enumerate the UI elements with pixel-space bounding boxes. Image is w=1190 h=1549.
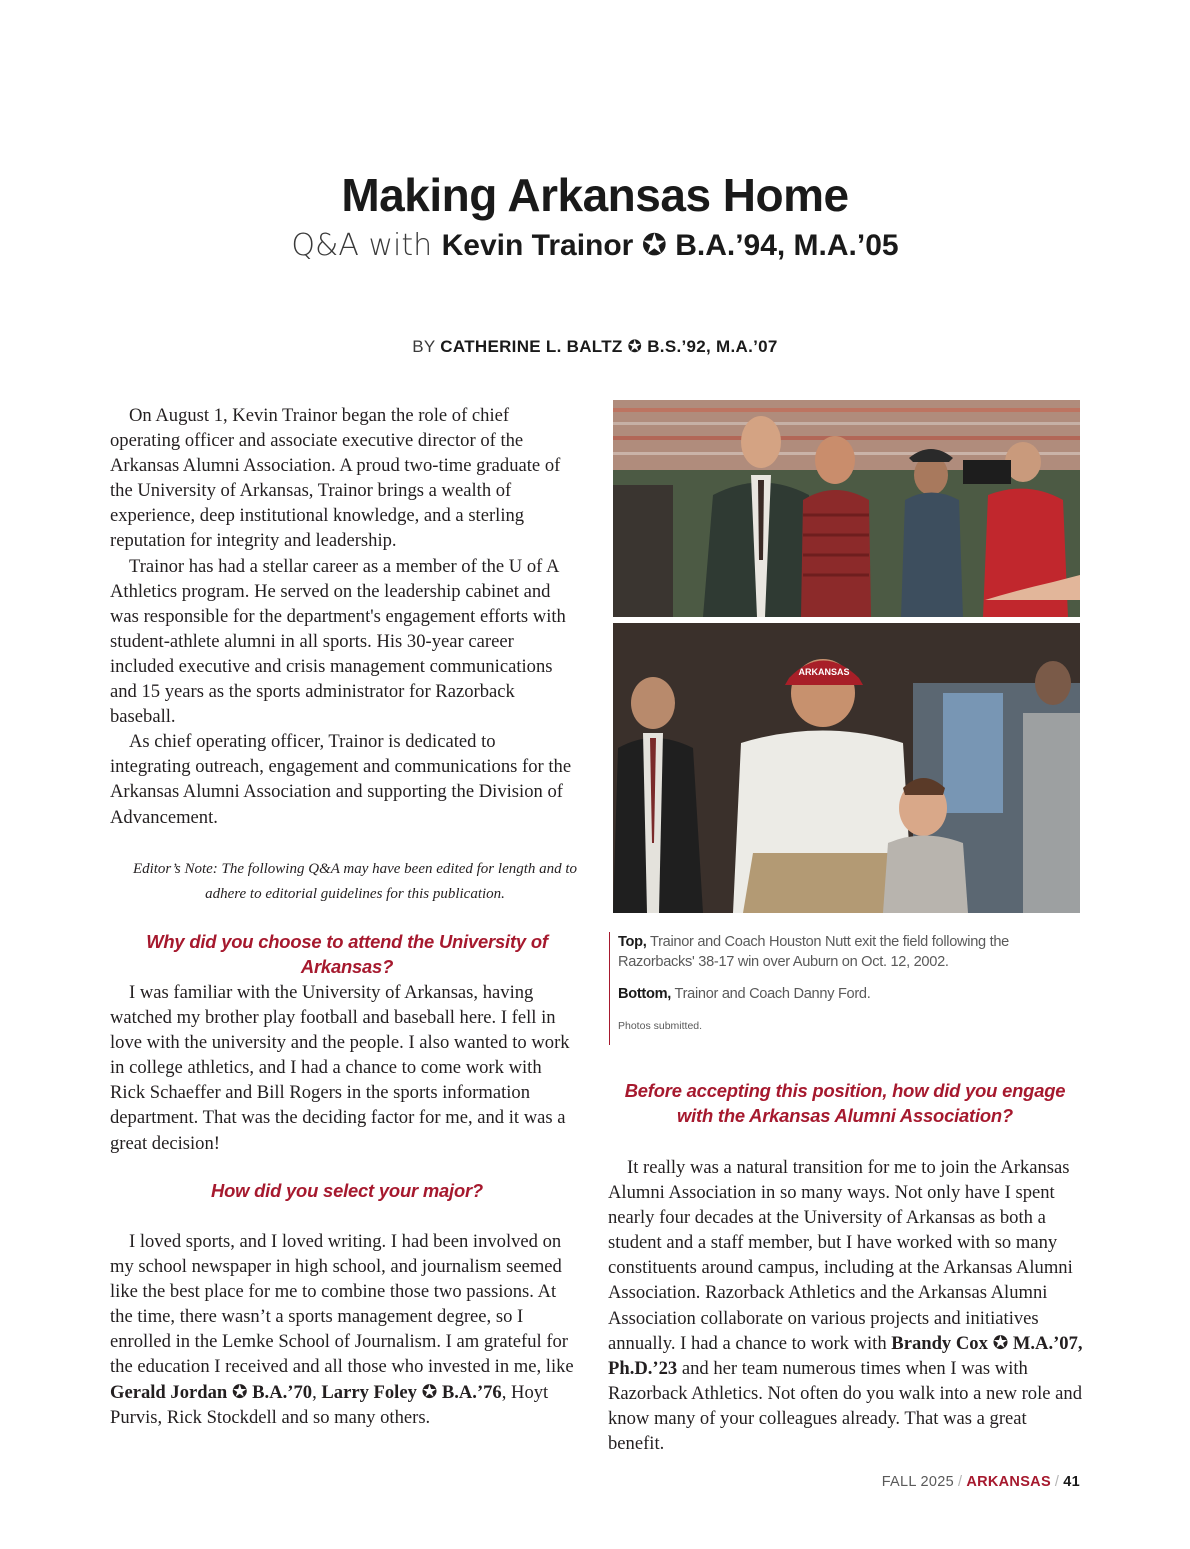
alumni-degree: B.A.’70	[252, 1381, 313, 1403]
footer-separator: /	[958, 1474, 963, 1490]
photo-top-illustration	[613, 400, 1080, 617]
caption-label: Top,	[618, 934, 647, 950]
answer-paragraph	[608, 1155, 1084, 1456]
hat-lettering: ARKANSAS	[798, 667, 850, 677]
byline-degrees: B.S.’92, M.A.’07	[647, 337, 778, 356]
answer-paragraph	[110, 1229, 580, 1430]
page-footer	[882, 1474, 1080, 1490]
intro-text	[110, 403, 580, 830]
photo-caption	[609, 932, 1079, 1045]
editors-note: Editor’s Note: The following Q&A may have been edited for length and to adhere to editorial guidelines for this publication.	[132, 861, 578, 902]
intro-paragraph: Trainor has had a stellar career as a member of the U of A Athletics program. He served on the leadership cabinet and was responsible for the department's engagement efforts with student-athlete alumni in all sports. His 30-year career included executive and crisis management communications and 15 years as the sports administrator for Razorback baseball.	[110, 555, 566, 728]
footer-separator: /	[1054, 1474, 1060, 1490]
question-heading: How did you select your major?	[211, 1180, 483, 1201]
answer-fragment: It really was a natural transition for me to join the Arkansas Alumni Association in so many ways. Not only have I spent nearly four decades at the University of Arkansas as both a student and a staff member, but I have worked with so many constituents around campus, including at the Arkansas Alumni Association. Razorback Athletics and the Arkansas Alumni Association collaborate on various projects and initiatives annually. I had a chance to work with	[608, 1157, 1073, 1354]
photo-top	[613, 400, 1080, 617]
question-heading: Before accepting this position, how did you engage with the Arkansas Alumni Association?	[624, 1080, 1066, 1126]
subtitle-degrees: B.A.’94, M.A.’05	[675, 229, 899, 262]
intro-paragraph: As chief operating officer, Trainor is dedicated to integrating outreach, engagement and communications for the Arkansas Alumni Association and supporting the Division of Advancement.	[110, 731, 572, 828]
intro-paragraph: On August 1, Kevin Trainor began the role of chief operating officer and associate executive director of the Arkansas Alumni Association. A proud two-time graduate of the University of Arkansas, Trainor brings a wealth of experience, deep institutional knowledge, and a sterling reputation for integrity and leadership.	[110, 405, 561, 552]
issue-label: FALL 2025	[881, 1474, 954, 1490]
alumni-degree: M.A.’07, Ph.D.’23	[608, 1332, 1083, 1379]
star-icon: ✪	[231, 1381, 248, 1403]
subtitle-name: Kevin Trainor	[441, 229, 634, 262]
photo-credit: Photos submitted.	[618, 1020, 703, 1032]
caption-top	[618, 932, 1079, 972]
alumni-name: Brandy Cox	[891, 1332, 988, 1354]
byline-prefix: BY	[412, 337, 441, 356]
page-number: 41	[1063, 1474, 1080, 1490]
photo-bottom	[613, 623, 1080, 913]
magazine-name: ARKANSAS	[966, 1474, 1051, 1490]
answer-text	[110, 980, 580, 1156]
question-heading: Why did you choose to attend the University of Arkansas?	[146, 931, 548, 977]
alumni-degree: B.A.’76	[441, 1381, 502, 1403]
answer-fragment: I loved sports, and I loved writing. I had been involved on my school newspaper in high school, and journalism seemed like the best place for me to combine those two passions. At the time, there wasn’t a sports management degree, so I enrolled in the Lemke School of Journalism. I am grateful for the education I received and all those who invested in me, like	[110, 1231, 574, 1378]
subtitle-prefix: Q&A with	[291, 228, 442, 263]
caption-label: Bottom,	[618, 986, 672, 1002]
answer-text	[608, 1155, 1084, 1456]
photo-bottom-illustration	[613, 623, 1080, 913]
answer-fragment: and her team numerous times when I was with Razorback Athletics. Not often do you walk into a new role and know many of your colleagues already. That was a great benefit.	[608, 1357, 1083, 1455]
star-icon: ✪	[641, 228, 667, 263]
byline	[0, 337, 1190, 357]
byline-name: CATHERINE L. BALTZ	[440, 337, 623, 356]
caption-text: Trainor and Coach Danny Ford.	[671, 986, 871, 1002]
article-subtitle	[0, 228, 1190, 263]
alumni-name: Gerald Jordan	[110, 1381, 228, 1403]
answer-fragment: ,	[312, 1381, 322, 1403]
star-icon: ✪	[627, 337, 643, 357]
star-icon: ✪	[421, 1381, 438, 1403]
answer-paragraph: I was familiar with the University of Arkansas, having watched my brother play football and baseball here. I fell in love with the university and the people. I also wanted to work in college athletics, and I had a chance to come work with Rick Schaeffer and Bill Rogers in the sports information department. That was the deciding factor for me, and it was a great decision!	[110, 982, 570, 1154]
star-icon: ✪	[992, 1332, 1009, 1354]
caption-bottom	[618, 984, 1079, 1004]
article-title: Making Arkansas Home	[341, 169, 849, 221]
answer-fragment: , Hoyt Purvis, Rick Stockdell and so many others.	[110, 1381, 549, 1428]
alumni-name: Larry Foley	[321, 1381, 417, 1403]
answer-text	[110, 1229, 580, 1430]
caption-text: Trainor and Coach Houston Nutt exit the field following the Razorbacks' 38-17 win over Auburn on Oct. 12, 2002.	[618, 934, 1009, 970]
